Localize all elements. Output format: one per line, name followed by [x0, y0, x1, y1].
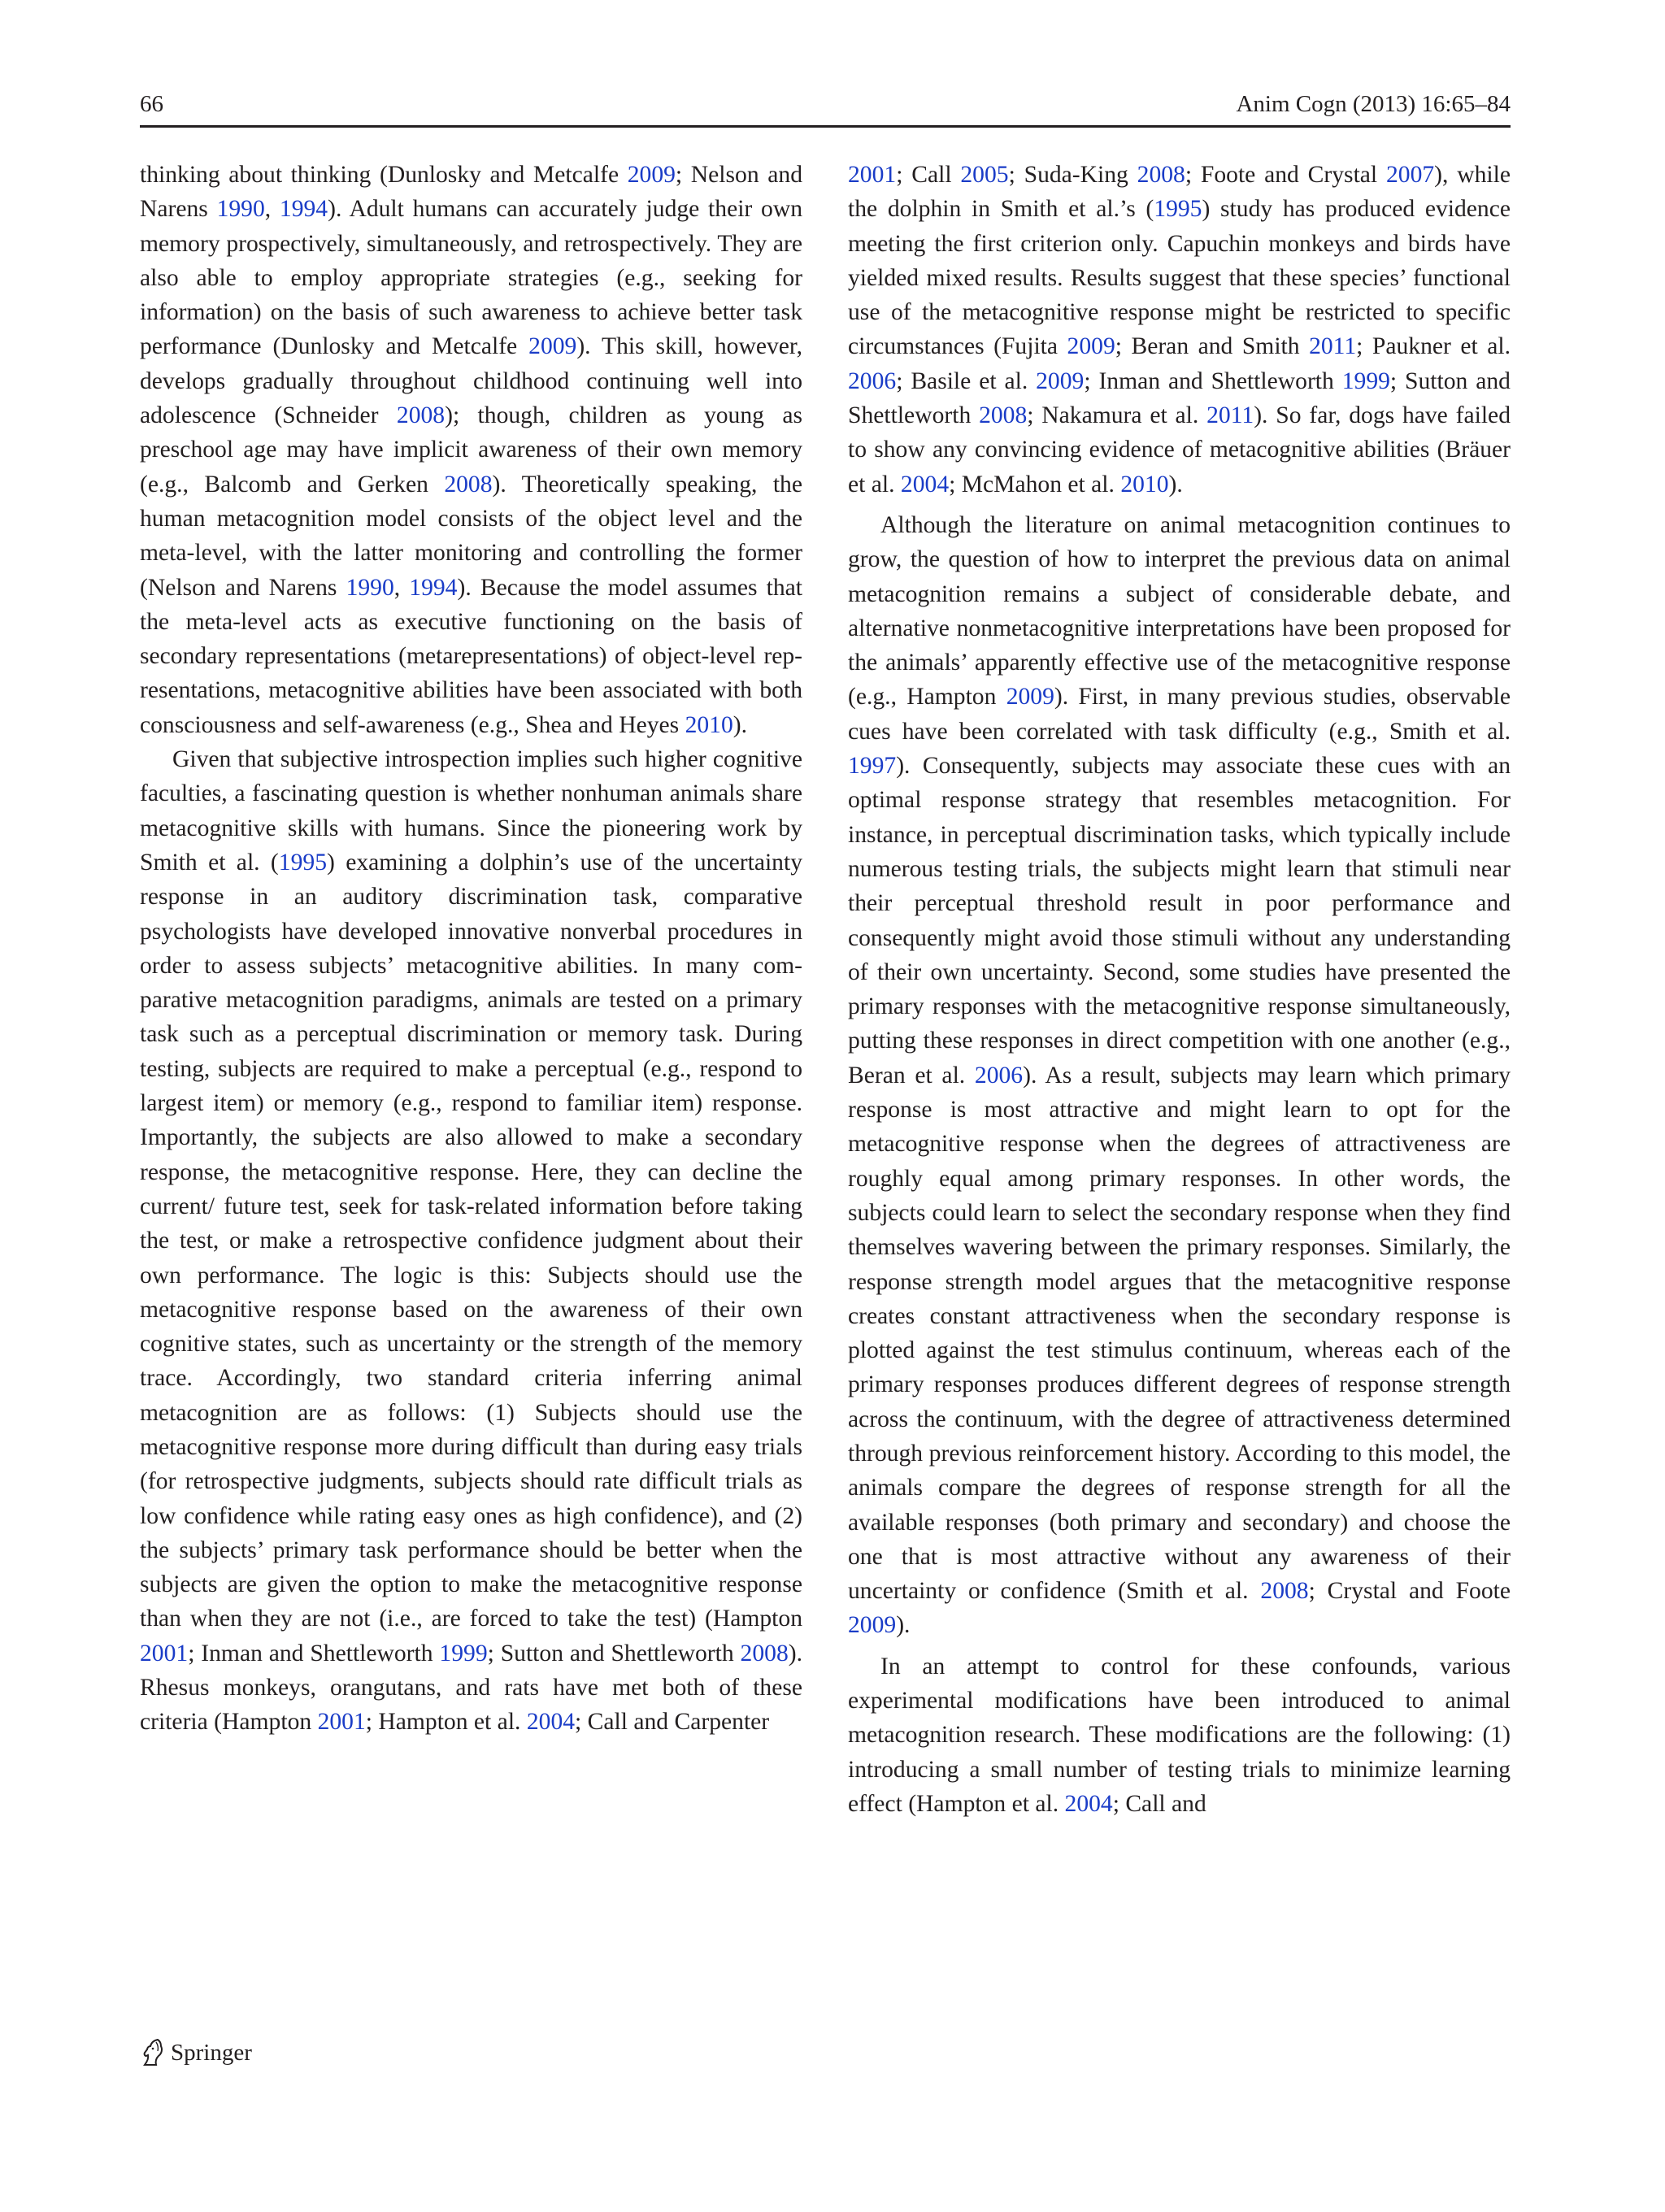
text: ), while the dolphin in Smith et al.’s ( — [848, 162, 1511, 223]
page-footer — [140, 2035, 252, 2071]
citation-link[interactable]: 2009 — [528, 333, 577, 360]
text: ). As a result, subjects may learn which primary response is most attractive and might learn to opt for the metacognitive response when the degrees of attractiveness are roughly equal among primary responses. In other words, the subjects could learn to select the secondary response when they find themselves wavering between the primary responses. Similarly, the response strength model argues that the metacognitive response creates constant attractiveness when the secondary response is plotted against the test stimulus continuum, whereas each of the primary responses produces different degrees of response strength across the continuum, with the degree of attractiveness determined through previous reinforcement history. According to this model, the animals compare the degrees of response strength for all the available responses (both primary and secondary) and choose the one that is most attractive without any awareness of their uncertainty or confidence (Smith et al. — [848, 1062, 1511, 1605]
citation-link[interactable]: 2011 — [1206, 402, 1254, 429]
citation-link[interactable]: 1995 — [1154, 196, 1202, 223]
citation-link[interactable]: 2009 — [848, 1612, 897, 1639]
text: ) study has produced evidence meeting the first criterion only. Capuchin monkeys and birds have yielded mixed results. Results suggest that these species’ functional use of the metacognitive response might be restricted to specific circumstances (Fujita — [848, 196, 1511, 360]
text: ). So far, dogs have failed to show any convincing evidence of metacognitive abilities (Bräuer et al. — [848, 402, 1511, 498]
citation-link[interactable]: 2005 — [960, 162, 1009, 188]
citation-link[interactable]: 2008 — [1260, 1578, 1309, 1605]
text: , — [264, 196, 280, 223]
text: ; Beran and Smith — [1115, 333, 1310, 360]
text: ). — [1168, 471, 1183, 498]
text: ). — [733, 711, 748, 738]
citation-link[interactable]: 2008 — [396, 402, 446, 429]
running-head — [140, 88, 1511, 124]
text: ; Call — [896, 162, 961, 188]
citation-link[interactable]: 2006 — [848, 367, 897, 394]
citation-link[interactable]: 1999 — [1341, 367, 1390, 394]
citation-link[interactable]: 1994 — [409, 574, 458, 601]
text: ). Rhesus monkeys, orangutans, and rats have met both of these criteria (Hampton — [140, 1640, 802, 1736]
header-rule — [140, 125, 1511, 128]
citation-link[interactable]: 2009 — [1006, 684, 1054, 711]
text: ; Foote and Crystal — [1185, 162, 1386, 188]
text: ). This skill, however, develops gradually throughout childhood continuing well into adolescence (Schneider — [140, 333, 802, 429]
citation-link[interactable]: 2011 — [1309, 333, 1357, 360]
citation-link[interactable]: 2008 — [740, 1640, 789, 1667]
citation-link[interactable]: 2008 — [444, 471, 493, 498]
text: thinking about thinking (Dunlosky and Metcalfe — [140, 162, 628, 188]
citation-link[interactable]: 1999 — [439, 1640, 488, 1667]
citation-link[interactable]: 2009 — [627, 162, 676, 188]
text: ; Crystal and Foote — [1308, 1578, 1511, 1605]
text: ; Nakamura et al. — [1027, 402, 1207, 429]
citation-link[interactable]: 2009 — [1036, 367, 1085, 394]
left-column — [140, 158, 802, 1740]
text: ). — [896, 1612, 911, 1639]
citation-link[interactable]: 1990 — [216, 196, 265, 223]
text: ; Nelson and Narens — [140, 162, 802, 223]
paragraph-species-results — [848, 158, 1511, 502]
citation-link[interactable]: 2010 — [685, 711, 733, 738]
citation-link[interactable]: 2001 — [317, 1709, 366, 1736]
text: ; Inman and Shettleworth — [188, 1640, 440, 1667]
publisher-name: Springer — [171, 2039, 252, 2066]
text: ; Call and — [1112, 1790, 1206, 1817]
paragraph-animal-metacognition — [140, 742, 802, 1740]
text: ; Paukner et al. — [1356, 333, 1511, 360]
text: Although the literature on animal metacognition continues to grow, the question of how to interpret the previous data on animal metacognition remains a subject of considerable debate, and alternative nonmetacognitive interpretations have been proposed for the animals’ apparently effective use of the metacognitive response (e.g., Hampton — [848, 511, 1511, 711]
text: ) examining a dolphin’s use of the uncertainty response in an auditory discrimination task, comparative psychologists have developed innovative nonverbal procedures in order to assess subjects’ metacognitive abilities. In many comparative metacognition paradigms, animals are tested on a primary task such as a perceptual discrimination or memory task. During testing, subjects are required to make a perceptual (e.g., respond to largest item) or memory (e.g., respond to familiar item) response. Importantly, the subjects are also allowed to make a secondary response, the metacognitive response. Here, they can decline the current/ future test, seek for task-related information before taking the test, or make a retrospective confidence judgment about their own performance. The logic is this: Subjects should use the metacognitive response based on the awareness of their own cognitive states, such as uncertainty or the strength of the memory trace. Accordingly, two standard criteria inferring animal metacognition are as follows: (1) Subjects should use the metacognitive response more during difficult than during easy trials (for retrospective judgments, subjects should rate difficult trials as low confidence while rating easy ones as high confidence), and (2) the subjects’ primary task performance should be better when the subjects are given the option to make the metacognitive response than when they are not (i.e., are forced to take the test) (Hampton — [140, 849, 802, 1632]
text: ; McMahon et al. — [949, 471, 1121, 498]
text: Given that subjective introspection implies such higher cognitive faculties, a fascinating question is whether nonhuman animals share metacognitive skills with humans. Since the pioneering work by Smith et al. ( — [140, 746, 802, 876]
citation-link[interactable]: 2004 — [1064, 1790, 1113, 1817]
right-column — [848, 158, 1511, 1821]
paragraph-experimental-modifications — [848, 1649, 1511, 1821]
citation-link[interactable]: 2009 — [1067, 333, 1115, 360]
citation-link[interactable]: 1994 — [279, 196, 328, 223]
journal-citation: Anim Cogn (2013) 16:65–84 — [1236, 91, 1511, 117]
springer-horse-icon — [140, 2037, 166, 2068]
text: ; Hampton et al. — [365, 1709, 527, 1736]
text: , — [393, 574, 410, 601]
text: ; Sutton and Shettleworth — [487, 1640, 741, 1667]
citation-link[interactable]: 2006 — [974, 1062, 1024, 1089]
citation-link[interactable]: 2008 — [1137, 162, 1185, 188]
text: In an attempt to control for these confounds, various experimental modifications have been introduced to animal metacognition research. These modifications are the following: (1) introducing a small number of testing trials to minimize learning effect (Hampton et al. — [848, 1653, 1511, 1817]
page-number: 66 — [140, 91, 163, 117]
citation-link[interactable]: 1997 — [848, 753, 897, 780]
text: ; Basile et al. — [896, 367, 1037, 394]
text: ). Because the model assumes that the meta-level acts as executive functioning on the basis of secondary representations (metarepresentations) of object-level representations, metacognitive abilities have been associated with both consciousness and self-awareness (e.g., Shea and Heyes — [140, 574, 803, 738]
text: ; Suda-King — [1008, 162, 1137, 188]
text: ; Inman and Shettleworth — [1084, 367, 1342, 394]
text: ). First, in many previous studies, observable cues have been correlated with task difficulty (e.g., Smith et al. — [848, 684, 1511, 745]
citation-link[interactable]: 2004 — [526, 1709, 576, 1736]
citation-link[interactable]: 2001 — [848, 162, 897, 188]
text: ). Adult humans can accurately judge their own memory prospectively, simultaneously, and retrospectively. They are also able to employ appropriate strategies (e.g., seeking for information) on the basis of such awareness to achieve better task performance (Dunlosky and Metcalfe — [140, 196, 802, 360]
citation-link[interactable]: 2007 — [1385, 162, 1435, 188]
text: ; Sutton and Shettleworth — [848, 367, 1511, 429]
paragraph-alternative-interpretations — [848, 508, 1511, 1643]
citation-link[interactable]: 2004 — [900, 471, 950, 498]
text: ; Call and Carpenter — [575, 1709, 770, 1736]
text: ); though, children as young as preschool age may have implicit awareness of their own memory (e.g., Balcomb and Gerken — [140, 402, 802, 498]
citation-link[interactable]: 2008 — [979, 402, 1028, 429]
citation-link[interactable]: 2001 — [140, 1640, 189, 1667]
citation-link[interactable]: 1995 — [278, 849, 327, 876]
citation-link[interactable]: 1990 — [346, 574, 394, 601]
text: ). Theoretically speaking, the human metacognition model consists of the object level and the meta-level, with the latter monitoring and controlling the former (Nelson and Narens — [140, 471, 802, 601]
text: ). Consequently, subjects may associate these cues with an optimal response strategy that resembles metacognition. For instance, in perceptual discrimination tasks, which typically include numerous testing trials, the subjects might learn that stimuli near their perceptual threshold result in poor performance and consequently might avoid those stimuli without any understanding of their own uncertainty. Second, some studies have presented the primary responses with the metacognitive response simultaneously, putting these responses in direct competition with one another (e.g., Beran et al. — [848, 753, 1511, 1089]
paragraph-metacognition-humans — [140, 158, 802, 742]
citation-link[interactable]: 2010 — [1120, 471, 1169, 498]
